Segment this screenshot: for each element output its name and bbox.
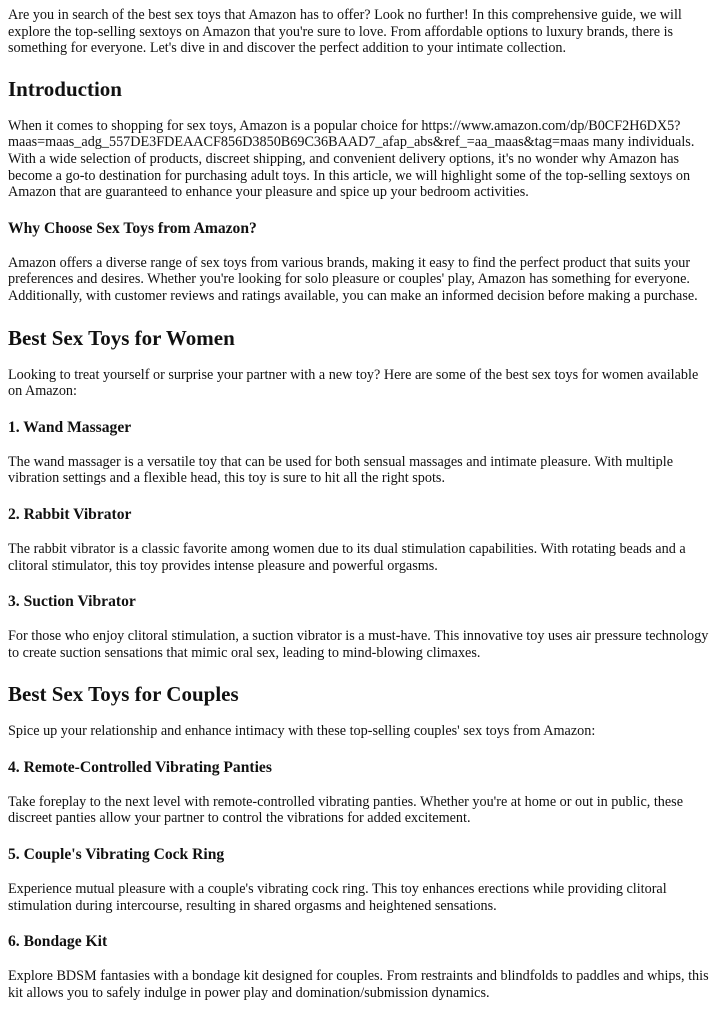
couples-intro-paragraph: Spice up your relationship and enhance intimacy with these top-selling couples' sex toys from Amazon: bbox=[8, 723, 596, 740]
item-body-rabbit-vibrator: The rabbit vibrator is a classic favorite among women due to its dual stimulation capabilities. With rotating beads and a clitoral stimulator, this toy provides intense pleasure and powerful orgasms. bbox=[8, 540, 686, 574]
item-body-suction-vibrator: For those who enjoy clitoral stimulation, a suction vibrator is a must-have. This innovative toy uses air pressure technology to create suction sensations that mimic oral sex, leading to mind-blowing climaxes. bbox=[8, 628, 709, 661]
item-body-wand-massager: The wand massager is a versatile toy that can be used for both sensual massages and intimate pleasure. With multiple vibration settings and a flexible head, this toy is sure to hit all the right spots. bbox=[8, 453, 674, 487]
item-body-vibrating-panties: Take foreplay to the next level with remote-controlled vibrating panties. Whether you're at home or out in public, these discreet panties allow your partner to control the vibrations for added excitement. bbox=[8, 793, 683, 827]
heading-introduction: Introduction bbox=[8, 76, 122, 101]
heading-why-amazon: Why Choose Sex Toys from Amazon? bbox=[8, 219, 257, 237]
item-heading-bondage-kit: 6. Bondage Kit bbox=[8, 933, 108, 951]
heading-couples: Best Sex Toys for Couples bbox=[8, 682, 239, 707]
item-heading-rabbit-vibrator: 2. Rabbit Vibrator bbox=[8, 505, 132, 523]
heading-women: Best Sex Toys for Women bbox=[8, 325, 235, 350]
item-heading-cock-ring: 5. Couple's Vibrating Cock Ring bbox=[8, 846, 225, 864]
item-heading-suction-vibrator: 3. Suction Vibrator bbox=[8, 593, 136, 611]
why-amazon-paragraph: Amazon offers a diverse range of sex toys from various brands, making it easy to find the perfect product that suits your preferences and desires. Whether you're looking for solo pleasure or couples' play, Amazon has something for everyone. Additionally, with customer reviews and ratings available, you can make an informed decision before making a purchase. bbox=[8, 254, 698, 304]
lead-paragraph: Are you in search of the best sex toys that Amazon has to offer? Look no further! In this comprehensive guide, we will explore the top-selling sextoys on Amazon that you're sure to love. From affordable options to luxury brands, there is something for everyone. Let's dive in and discover the perfect addition to your intimate collection. bbox=[8, 7, 682, 57]
introduction-paragraph: When it comes to shopping for sex toys, Amazon is a popular choice for https://www.amazon.com/dp/B0CF2H6DX5?maas=maas_adg_557DE3FDEAACF856D3850B69C36BAAD7_afap_abs&ref_=aa_maas&tag=maas many individuals. With a wide selection of products, discreet shipping, and convenient delivery options, it's no wonder why Amazon has become a go-to destination for purchasing adult toys. In this article, we will highlight some of the top-selling sextoys on Amazon that are guaranteed to enhance your pleasure and spice up your bedroom activities. bbox=[8, 117, 695, 201]
women-intro-paragraph: Looking to treat yourself or surprise your partner with a new toy? Here are some of the best sex toys for women available on Amazon: bbox=[8, 366, 699, 400]
item-heading-vibrating-panties: 4. Remote-Controlled Vibrating Panties bbox=[8, 758, 272, 776]
item-body-cock-ring: Experience mutual pleasure with a couple's vibrating cock ring. This toy enhances erections while providing clitoral stimulation during intercourse, resulting in shared orgasms and heightened sensations. bbox=[8, 881, 667, 914]
item-heading-wand-massager: 1. Wand Massager bbox=[8, 418, 132, 436]
item-body-bondage-kit: Explore BDSM fantasies with a bondage kit designed for couples. From restraints and blindfolds to paddles and whips, this kit allows you to safely indulge in power play and domination/submission dynamics. bbox=[8, 968, 709, 1001]
